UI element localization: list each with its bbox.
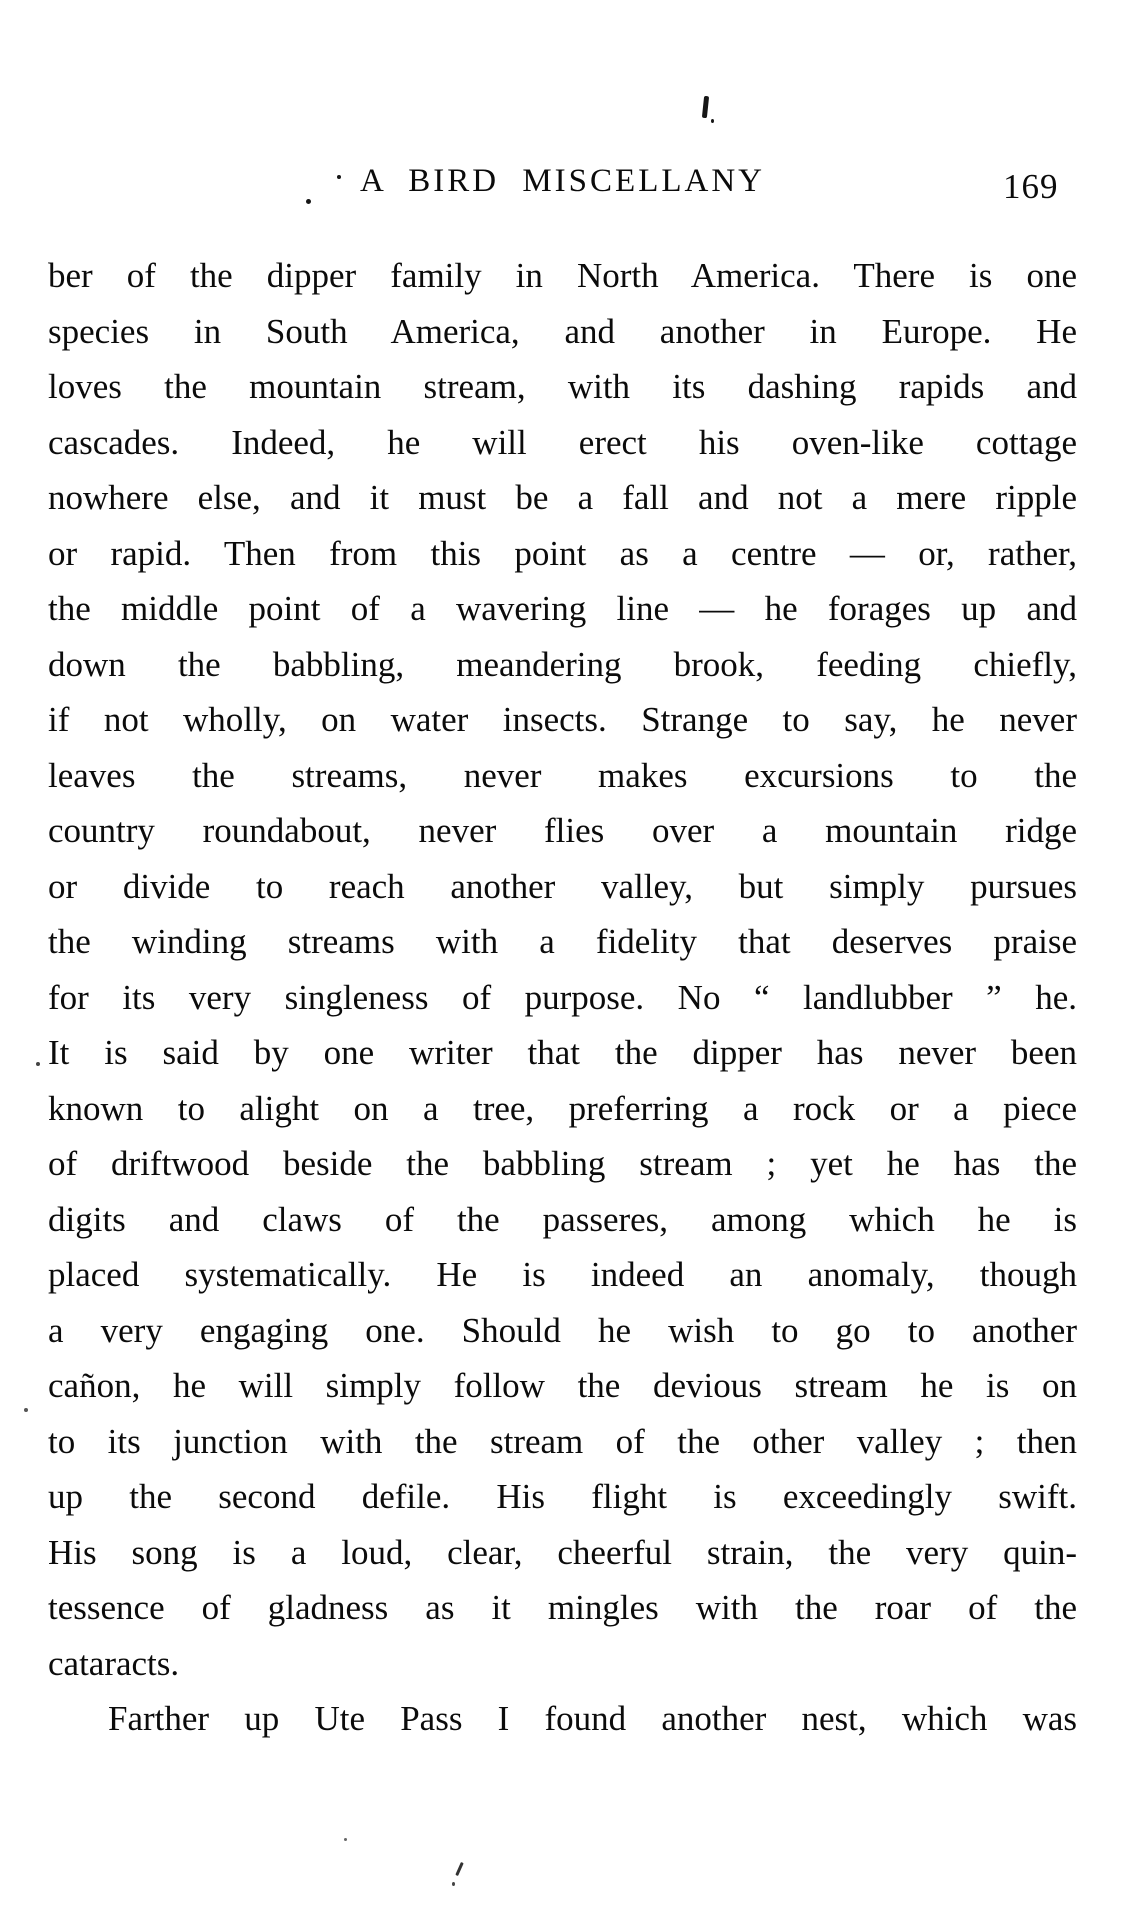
ink-mark: [455, 1862, 463, 1876]
text-line: or divide to reach another valley, but simply pursues: [48, 866, 1077, 906]
ink-mark: [702, 96, 709, 118]
text-line: His song is a loud, clear, cheerful strain, the very quin-: [48, 1532, 1077, 1572]
text-line: a very engaging one. Should he wish to go to another: [48, 1310, 1077, 1350]
text-line: It is said by one writer that the dipper has never been: [48, 1033, 1077, 1072]
text-line: up the second defile. His flight is exceedingly swift.: [48, 1477, 1077, 1516]
text-line: ber of the dipper family in North America. There is one: [48, 256, 1077, 295]
text-line: for its very singleness of purpose. No “ landlubber ” he.: [48, 977, 1077, 1017]
text-line: the middle point of a wavering line — he forages up and: [48, 589, 1077, 628]
page-number: 169: [1003, 167, 1059, 206]
ink-mark: [24, 1408, 28, 1412]
text-line: loves the mountain stream, with its dashing rapids and: [48, 367, 1077, 406]
text-line: leaves the streams, never makes excursions to the: [48, 755, 1077, 795]
ink-mark: [337, 175, 341, 179]
text-line: tessence of gladness as it mingles with the roar of the: [48, 1588, 1077, 1627]
text-line: nowhere else, and it must be a fall and not a mere ripple: [48, 478, 1077, 517]
text-line: placed systematically. He is indeed an anomaly, though: [48, 1255, 1077, 1294]
text-line: cañon, he will simply follow the devious stream he is on: [48, 1366, 1077, 1405]
text-line: the winding streams with a fidelity that deserves praise: [48, 922, 1077, 961]
text-line: of driftwood beside the babbling stream ; yet he has the: [48, 1144, 1077, 1183]
ink-mark: [452, 1882, 455, 1886]
text-line: or rapid. Then from this point as a centre — or, rather,: [48, 533, 1077, 573]
ink-mark: [36, 1062, 40, 1066]
text-line: down the babbling, meandering brook, feeding chiefly,: [48, 644, 1077, 684]
text-line: if not wholly, on water insects. Strange to say, he never: [48, 700, 1077, 739]
text-line: species in South America, and another in Europe. He: [48, 311, 1077, 351]
text-line: to its junction with the stream of the other valley ; then: [48, 1421, 1077, 1461]
text-line: country roundabout, never flies over a mountain ridge: [48, 811, 1077, 850]
text-line: known to alight on a tree, preferring a rock or a piece: [48, 1088, 1077, 1128]
running-head: A BIRD MISCELLANY: [359, 163, 766, 199]
ink-mark: [344, 1838, 347, 1841]
text-line: cascades. Indeed, he will erect his oven-like cottage: [48, 422, 1077, 462]
text-line: Farther up Ute Pass I found another nest, which was: [108, 1699, 1077, 1738]
ink-mark: [711, 119, 714, 123]
text-line: cataracts.: [48, 1643, 180, 1683]
page-text: [48, 248, 1077, 1747]
ink-mark: [306, 199, 311, 204]
text-line: digits and claws of the passeres, among which he is: [48, 1199, 1077, 1239]
